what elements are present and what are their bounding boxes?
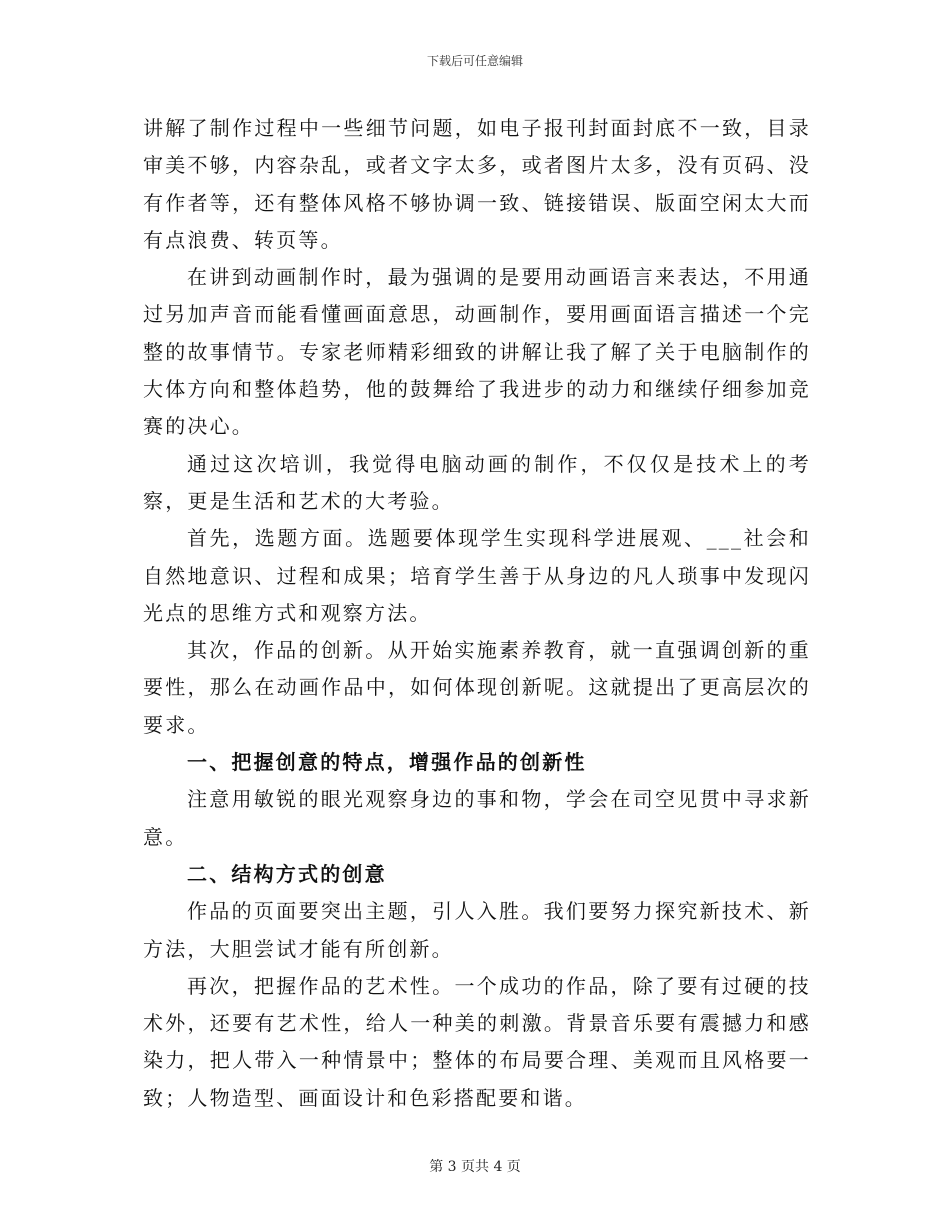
paragraph-4: 首先，选题方面。选题要体现学生实现科学进展观、___社会和自然地意识、过程和成果；培育学生善于从身边的凡人琐事中发现闪光点的思维方式和观察方法。 xyxy=(143,526,811,625)
paragraph-8: 再次，把握作品的艺术性。一个成功的作品，除了要有过硬的技术外，还要有艺术性，给人一种美的刺激。背景音乐要有震撼力和感染力，把人带入一种情景中；整体的布局要合理、美观而且风格要一致；人物造型、画面设计和色彩搭配要和谐。 xyxy=(143,973,811,1110)
paragraph-1: 讲解了制作过程中一些细节问题，如电子报刊封面封底不一致，目录审美不够，内容杂乱，或者文字太多，或者图片太多，没有页码、没有作者等，还有整体风格不够协调一致、链接错误、版面空闲太大而有点浪费、转页等。 xyxy=(143,116,811,252)
paragraph-6: 注意用敏锐的眼光观察身边的事和物，学会在司空见贯中寻求新意。 xyxy=(143,787,811,849)
paragraph-3: 通过这次培训，我觉得电脑动画的制作，不仅仅是技术上的考察，更是生活和艺术的大考验。 xyxy=(143,451,811,513)
paragraph-2: 在讲到动画制作时，最为强调的是要用动画语言来表达，不用通过另加声音而能看懂画面意思，动画制作，要用画面语言描述一个完整的故事情节。专家老师精彩细致的讲解让我了解了关于电脑制作的大体方向和整体趋势，他的鼓舞给了我进步的动力和继续仔细参加竞赛的决心。 xyxy=(143,265,811,439)
paragraph-5: 其次，作品的创新。从开始实施素养教育，就一直强调创新的重要性，那么在动画作品中，如何体现创新呢。这就提出了更高层次的要求。 xyxy=(143,638,811,737)
section-heading-1: 一、把握创意的特点，增强作品的创新性 xyxy=(187,750,587,775)
document-body xyxy=(143,110,811,1117)
paragraph-7: 作品的页面要突出主题，引人入胜。我们要努力探究新技术、新方法，大胆尝试才能有所创新。 xyxy=(143,899,811,961)
section-heading-2: 二、结构方式的创意 xyxy=(187,861,387,886)
page-header: 下载后可任意编辑 xyxy=(426,54,523,68)
page-footer: 第 3 页共 4 页 xyxy=(429,1159,521,1175)
